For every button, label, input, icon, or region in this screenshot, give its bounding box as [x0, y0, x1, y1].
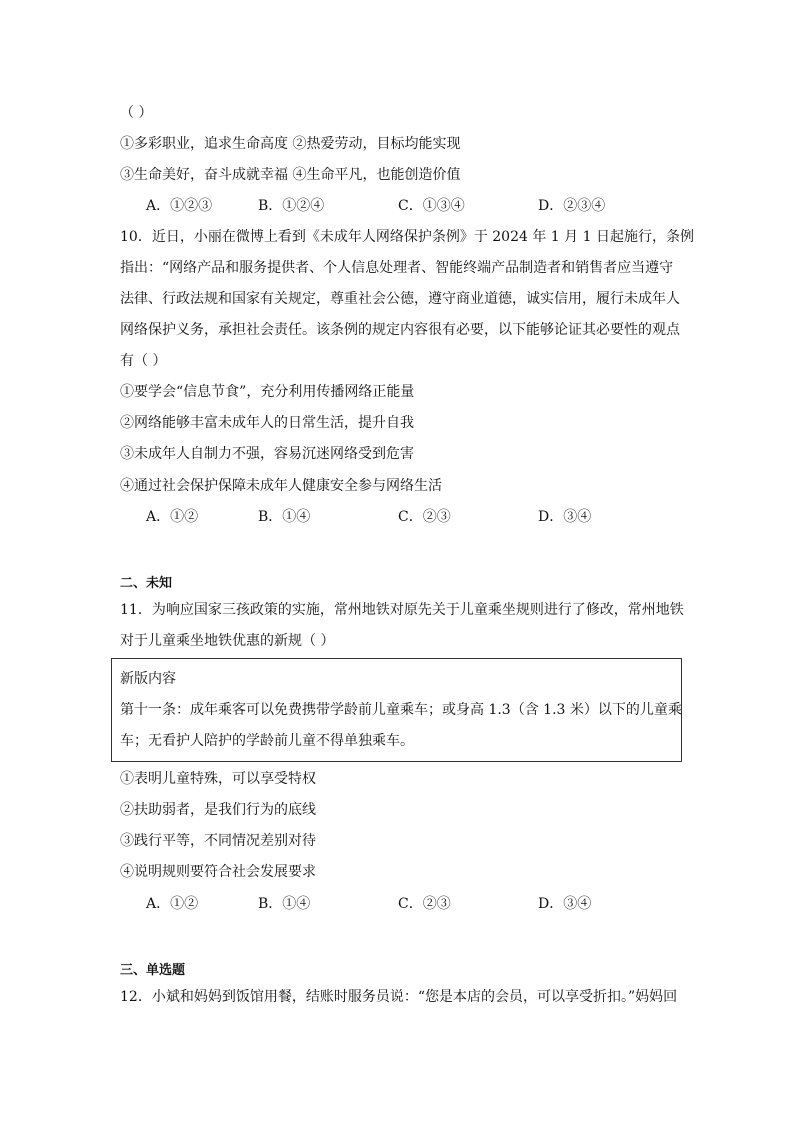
option-c: C．①③④	[398, 198, 465, 214]
option-a: A．①②③	[146, 198, 213, 214]
question-9-bracket: （ ）	[120, 105, 153, 121]
option-d: D．③④	[538, 896, 592, 912]
option-a: A．①②	[146, 509, 199, 525]
option-a: A．①②	[146, 896, 199, 912]
question-11-line: 对于儿童乘坐地铁优惠的新规（ ）	[120, 633, 335, 649]
question-10-line: 网络保护义务，承担社会责任。该条例的规定内容很有必要，以下能够论证其必要性的观点	[120, 322, 680, 338]
option-c: C．②③	[398, 896, 451, 912]
question-11-options	[146, 894, 666, 914]
option-d: D．②③④	[538, 198, 606, 214]
question-10-statement: ①要学会“信息节食”，充分利用传播网络正能量	[120, 384, 415, 400]
question-10-options	[146, 507, 666, 527]
option-c: C．②③	[398, 509, 451, 525]
question-9-statements-1-2: ①多彩职业，追求生命高度 ②热爱劳动，目标均能实现	[120, 136, 461, 152]
section-heading: 二、未知	[120, 576, 173, 591]
question-10-line: 指出：“网络产品和服务提供者、个人信息处理者、智能终端产品制造者和销售者应当遵守	[120, 260, 674, 276]
option-b: B．①②④	[258, 198, 325, 214]
question-10-line: 法律、行政法规和国家有关规定，尊重社会公德，遵守商业道德，诚实信用，履行未成年人	[120, 291, 680, 307]
question-11-statement: ①表明儿童特殊，可以享受特权	[120, 771, 316, 787]
question-11-statement: ④说明规则要符合社会发展要求	[120, 864, 316, 880]
question-10-statement: ④通过社会保护保障未成年人健康安全参与网络生活	[120, 478, 442, 494]
option-d: D．③④	[538, 509, 592, 525]
material-box	[111, 658, 682, 762]
question-10-statement: ③未成年人自制力不强，容易沉迷网络受到危害	[120, 446, 414, 462]
option-b: B．①④	[258, 509, 311, 525]
material-box-title: 新版内容	[120, 671, 176, 687]
question-12-line: 12．小斌和妈妈到饭馆用餐，结账时服务员说：“您是本店的会员，可以享受折扣。”妈妈回	[120, 989, 678, 1005]
question-11-line: 11．为响应国家三孩政策的实施，常州地铁对原先关于儿童乘坐规则进行了修改，常州地铁	[120, 602, 684, 618]
question-10-statement: ②网络能够丰富未成年人的日常生活，提升自我	[120, 415, 414, 431]
question-10-line: 10．近日，小丽在微博上看到《未成年人网络保护条例》于 2024 年 1 月 1 日起施行，条例	[120, 229, 694, 245]
section-heading: 三、单选题	[120, 963, 186, 978]
option-b: B．①④	[258, 896, 311, 912]
question-10-line: 有（ ）	[120, 353, 167, 369]
question-11-statement: ②扶助弱者，是我们行为的底线	[120, 802, 316, 818]
material-box-line: 车；无看护人陪护的学龄前儿童不得单独乘车。	[120, 733, 414, 749]
question-9-statements-3-4: ③生命美好，奋斗成就幸福 ④生命平凡，也能创造价值	[120, 167, 461, 183]
question-11-statement: ③践行平等，不同情况差别对待	[120, 833, 316, 849]
question-9-options	[146, 196, 666, 216]
material-box-line: 第十一条：成年乘客可以免费携带学龄前儿童乘车；或身高 1.3（含 1.3 米）以下的儿童乘	[120, 702, 682, 718]
